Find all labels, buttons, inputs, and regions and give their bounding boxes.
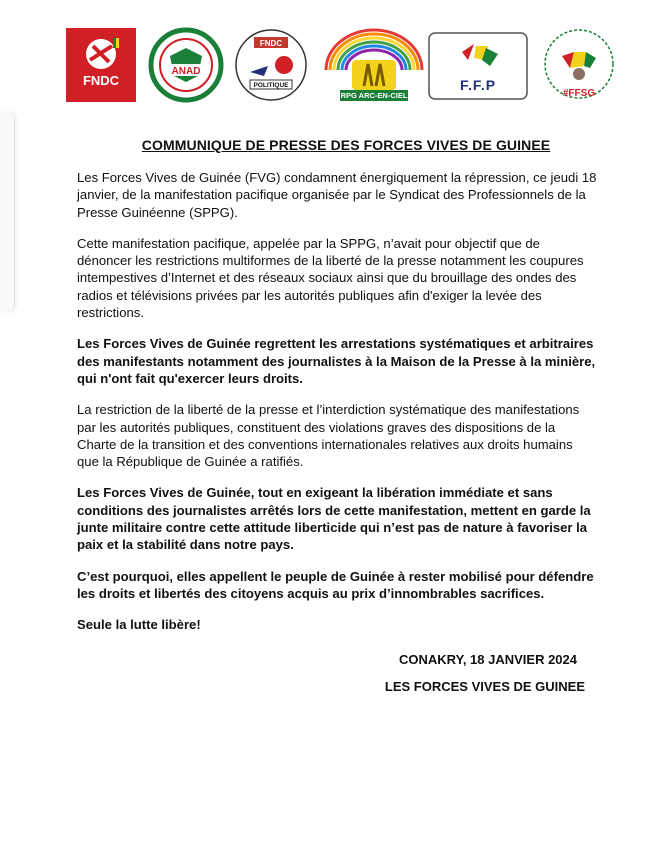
svg-text:FNDC: FNDC	[259, 39, 283, 48]
svg-text:FNDC: FNDC	[82, 73, 120, 88]
svg-text:RPG ARC-EN-CIEL: RPG ARC-EN-CIEL	[340, 91, 408, 100]
ffp-logo	[428, 32, 528, 100]
place-date: CONAKRY, 18 JANVIER 2024	[399, 651, 577, 667]
signatory: LES FORCES VIVES DE GUINEE	[384, 678, 585, 694]
paragraph-2: Cette manifestation pacifique, appelée par la SPPG, n’avait pour objectif que de dénoncer les restrictions multiformes de la liberté de la presse notamment les coupures intempestives d’Internet et des réseaux sociaux ainsi que du brouillage des ondes des radios et télévisions privées par les autorités publiques afin d'exiger la levée des restrictions.	[77, 235, 584, 321]
document-title: COMMUNIQUE DE PRESSE DES FORCES VIVES DE GUINEE	[141, 137, 551, 153]
paragraph-6: C’est pourquoi, elles appellent le peuple de Guinée à rester mobilisé pour défendre les droits et libertés des citoyens acquis au prix d’innombrables sacrifices.	[77, 568, 594, 601]
svg-text:POLITIQUE: POLITIQUE	[253, 82, 289, 89]
rpg-arc-en-ciel-logo	[322, 26, 426, 104]
fndc-logo	[66, 28, 136, 102]
fndc-politique-logo	[234, 28, 308, 102]
press-release	[77, 137, 597, 694]
logo-bar	[66, 26, 626, 106]
paragraph-4: La restriction de la liberté de la presse et l’interdiction systématique des manifestations par les autorités publiques, constituent des violations graves des dispositions de la Charte de la transition et des conventions internationales relatives aux droits humains que la République de Guinée a ratifiés.	[77, 402, 580, 470]
side-edge	[0, 112, 15, 312]
anad-logo	[148, 26, 224, 104]
svg-text:F.F.P: F.F.P	[459, 77, 497, 93]
ffsg-logo	[540, 26, 618, 106]
paragraph-1: Les Forces Vives de Guinée (FVG) condamnent énergiquement la répression, ce jeudi 18 janvier, de la manifestation pacifique organisée par le Syndicat des Professionnels de la Presse Guinéenne (SPPG).	[77, 170, 597, 220]
svg-text:ANAD: ANAD	[171, 66, 201, 77]
svg-text:#FFSG: #FFSG	[562, 88, 596, 99]
paragraph-5: Les Forces Vives de Guinée, tout en exigeant la libération immédiate et sans conditions des journalistes arrêtés lors de cette manifestation, mettent en garde la junte militaire contre cette attitude liberticide qui n’est pas de nature à favoriser la paix et la stabilité dans notre pays.	[77, 485, 591, 553]
closing-slogan: Seule la lutte libère!	[77, 617, 201, 633]
paragraph-3: Les Forces Vives de Guinée regrettent les arrestations systématiques et arbitraires des manifestants notamment des journalistes à la Maison de la Presse à la minière, qui n'ont fait qu'exercer leurs droits.	[77, 336, 596, 386]
